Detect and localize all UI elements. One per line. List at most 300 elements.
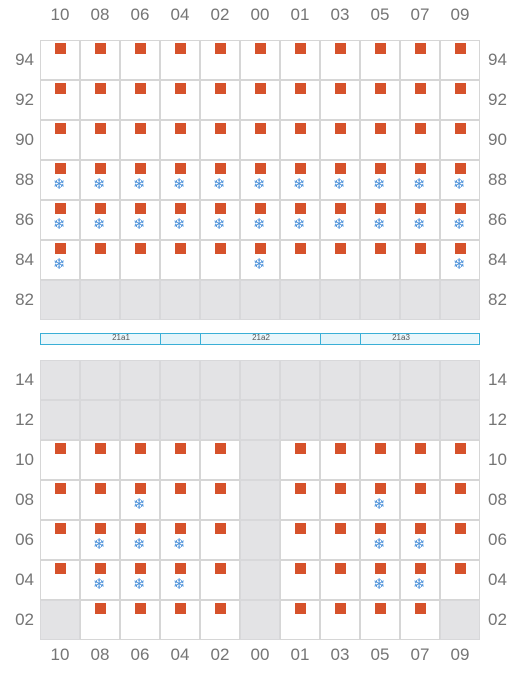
lower-slot [40,600,80,640]
occupied-marker [455,43,466,54]
upper-row-label-left: 88 [15,170,34,189]
lower-slot[interactable] [120,560,160,600]
occupied-marker [175,483,186,494]
lower-slot [400,360,440,400]
occupied-marker [135,523,146,534]
lower-slot[interactable] [200,520,240,560]
occupied-marker [55,483,66,494]
upper-slot[interactable] [320,200,360,240]
occupied-marker [215,123,226,134]
upper-slot[interactable] [200,40,240,80]
occupied-marker [255,163,266,174]
occupied-marker [95,483,106,494]
upper-slot[interactable] [80,240,120,280]
lower-slot [360,360,400,400]
occupied-marker [135,123,146,134]
occupied-marker [415,243,426,254]
upper-row-label-left: 90 [15,130,34,149]
occupied-marker [95,123,106,134]
occupied-marker [175,603,186,614]
lower-slot[interactable] [200,560,240,600]
upper-slot [200,280,240,320]
lower-slot[interactable] [320,440,360,480]
upper-slot[interactable] [240,240,280,280]
occupied-marker [295,123,306,134]
top-col-label: 04 [170,5,190,24]
occupied-marker [95,443,106,454]
lower-slot [80,360,120,400]
lower-slot[interactable] [440,520,480,560]
occupied-marker [455,523,466,534]
upper-slot[interactable] [40,40,80,80]
lower-slot[interactable] [400,560,440,600]
upper-slot[interactable] [160,120,200,160]
occupied-marker [255,203,266,214]
occupied-marker [455,443,466,454]
lower-slot[interactable] [440,560,480,600]
occupied-marker [135,443,146,454]
upper-slot[interactable] [360,40,400,80]
lower-slot[interactable] [80,600,120,640]
upper-slot[interactable] [440,160,480,200]
lower-row-label-right: 02 [488,610,507,629]
upper-slot[interactable] [200,80,240,120]
occupied-marker [215,523,226,534]
lower-slot[interactable] [40,480,80,520]
upper-slot [240,280,280,320]
upper-slot[interactable] [160,240,200,280]
upper-slot[interactable] [280,200,320,240]
lower-slot[interactable] [320,520,360,560]
snowflake-icon: ❄ [173,575,186,593]
snowflake-icon: ❄ [173,535,186,553]
bottom-col-label: 08 [90,645,110,664]
upper-slot[interactable] [360,120,400,160]
snowflake-icon: ❄ [173,215,186,233]
occupied-marker [295,203,306,214]
occupied-marker [95,243,106,254]
lower-slot [240,520,280,560]
upper-slot[interactable] [400,40,440,80]
lower-slot [160,400,200,440]
occupied-marker [215,43,226,54]
upper-slot[interactable] [80,160,120,200]
occupied-marker [135,163,146,174]
lower-slot[interactable] [400,480,440,520]
aisle-label-21a1: 21a1 [112,333,130,342]
lower-slot[interactable] [400,520,440,560]
upper-row-label-right: 88 [488,170,507,189]
upper-slot [160,280,200,320]
upper-slot[interactable] [400,120,440,160]
upper-slot[interactable] [280,40,320,80]
upper-slot[interactable] [360,240,400,280]
snowflake-icon: ❄ [213,175,226,193]
upper-slot[interactable] [80,40,120,80]
occupied-marker [335,523,346,534]
upper-slot [40,280,80,320]
top-col-label: 08 [90,5,110,24]
occupied-marker [55,123,66,134]
lower-row-label-left: 10 [15,450,34,469]
occupied-marker [455,483,466,494]
lower-row-label-left: 12 [15,410,34,429]
occupied-marker [415,483,426,494]
snowflake-icon: ❄ [133,175,146,193]
snowflake-icon: ❄ [213,215,226,233]
occupied-marker [215,483,226,494]
upper-slot[interactable] [440,200,480,240]
upper-slot[interactable] [240,120,280,160]
bottom-col-label: 04 [170,645,190,664]
upper-row-label-left: 82 [15,290,34,309]
occupied-marker [295,83,306,94]
lower-slot[interactable] [160,480,200,520]
occupied-marker [55,203,66,214]
upper-slot[interactable] [400,80,440,120]
occupied-marker [415,163,426,174]
bottom-col-label: 00 [250,645,270,664]
lower-slot [240,360,280,400]
occupied-marker [335,203,346,214]
occupied-marker [455,243,466,254]
lower-slot[interactable] [400,600,440,640]
occupied-marker [335,563,346,574]
snowflake-icon: ❄ [413,575,426,593]
upper-slot[interactable] [440,80,480,120]
bottom-col-label: 07 [410,645,430,664]
lower-slot[interactable] [280,560,320,600]
occupied-marker [335,603,346,614]
upper-row-label-right: 92 [488,90,507,109]
upper-row-label-left: 86 [15,210,34,229]
occupied-marker [455,203,466,214]
upper-slot[interactable] [240,40,280,80]
lower-slot[interactable] [360,520,400,560]
snowflake-icon: ❄ [93,575,106,593]
upper-slot [440,280,480,320]
upper-slot[interactable] [320,80,360,120]
upper-slot[interactable] [200,120,240,160]
lower-slot[interactable] [120,520,160,560]
occupied-marker [375,563,386,574]
upper-slot[interactable] [280,80,320,120]
lower-slot [200,360,240,400]
upper-slot[interactable] [320,240,360,280]
lower-slot [280,400,320,440]
occupied-marker [135,203,146,214]
lower-slot [80,400,120,440]
lower-slot[interactable] [360,600,400,640]
upper-slot[interactable] [200,240,240,280]
upper-slot[interactable] [120,40,160,80]
upper-slot[interactable] [360,160,400,200]
lower-slot [320,360,360,400]
occupied-marker [415,443,426,454]
top-col-label: 02 [210,5,230,24]
upper-slot[interactable] [160,200,200,240]
lower-row-label-right: 06 [488,530,507,549]
bottom-col-label: 03 [330,645,350,664]
occupied-marker [255,43,266,54]
occupied-marker [295,563,306,574]
upper-slot[interactable] [240,200,280,240]
occupied-marker [295,483,306,494]
lower-slot[interactable] [400,440,440,480]
lower-row-label-right: 04 [488,570,507,589]
lower-slot[interactable] [160,600,200,640]
occupied-marker [135,603,146,614]
upper-slot[interactable] [320,40,360,80]
lower-slot [40,360,80,400]
upper-slot[interactable] [200,160,240,200]
upper-slot[interactable] [40,240,80,280]
lower-slot [440,600,480,640]
upper-slot[interactable] [240,160,280,200]
occupied-marker [55,523,66,534]
lower-slot[interactable] [40,440,80,480]
occupied-marker [175,443,186,454]
lower-slot[interactable] [280,520,320,560]
bottom-col-label: 05 [370,645,390,664]
lower-slot [400,400,440,440]
lower-slot[interactable] [360,440,400,480]
lower-slot[interactable] [440,480,480,520]
lower-slot [240,400,280,440]
snowflake-icon: ❄ [333,175,346,193]
occupied-marker [455,563,466,574]
snowflake-icon: ❄ [453,255,466,273]
occupied-marker [95,523,106,534]
upper-slot[interactable] [400,240,440,280]
upper-slot[interactable] [120,80,160,120]
lower-slot[interactable] [120,600,160,640]
lower-row-label-left: 08 [15,490,34,509]
occupied-marker [255,243,266,254]
occupied-marker [375,483,386,494]
lower-row-label-left: 14 [15,370,34,389]
upper-slot[interactable] [200,200,240,240]
snowflake-icon: ❄ [293,175,306,193]
upper-slot[interactable] [160,160,200,200]
lower-slot[interactable] [280,600,320,640]
occupied-marker [375,83,386,94]
top-col-label: 05 [370,5,390,24]
upper-slot[interactable] [280,120,320,160]
snowflake-icon: ❄ [53,215,66,233]
upper-slot[interactable] [80,120,120,160]
occupied-marker [95,563,106,574]
occupied-marker [55,563,66,574]
occupied-marker [135,563,146,574]
occupied-marker [55,243,66,254]
upper-slot[interactable] [40,160,80,200]
occupied-marker [455,123,466,134]
upper-slot[interactable] [120,160,160,200]
lower-slot [440,400,480,440]
lower-row-label-right: 10 [488,450,507,469]
lower-slot[interactable] [360,560,400,600]
upper-slot[interactable] [240,80,280,120]
occupied-marker [215,243,226,254]
upper-slot[interactable] [440,40,480,80]
upper-slot[interactable] [120,120,160,160]
upper-slot[interactable] [320,120,360,160]
upper-slot[interactable] [440,120,480,160]
occupied-marker [295,163,306,174]
lower-slot[interactable] [280,440,320,480]
occupied-marker [215,203,226,214]
upper-slot[interactable] [320,160,360,200]
occupied-marker [215,563,226,574]
top-col-label: 07 [410,5,430,24]
occupied-marker [175,203,186,214]
occupied-marker [95,43,106,54]
occupied-marker [415,203,426,214]
occupied-marker [55,443,66,454]
occupied-marker [175,563,186,574]
upper-slot [120,280,160,320]
bottom-col-label: 06 [130,645,150,664]
occupied-marker [375,523,386,534]
upper-slot[interactable] [280,240,320,280]
lower-slot [320,400,360,440]
upper-slot[interactable] [160,80,200,120]
occupied-marker [255,123,266,134]
lower-slot[interactable] [360,480,400,520]
snowflake-icon: ❄ [253,215,266,233]
lower-slot[interactable] [80,520,120,560]
lower-slot[interactable] [80,560,120,600]
snowflake-icon: ❄ [453,175,466,193]
snowflake-icon: ❄ [133,535,146,553]
occupied-marker [335,443,346,454]
lower-row-label-right: 14 [488,370,507,389]
snowflake-icon: ❄ [93,535,106,553]
occupied-marker [335,83,346,94]
upper-slot[interactable] [160,40,200,80]
occupied-marker [335,243,346,254]
lower-row-label-right: 08 [488,490,507,509]
upper-slot[interactable] [400,200,440,240]
upper-slot[interactable] [80,80,120,120]
lower-slot [360,400,400,440]
upper-slot[interactable] [120,240,160,280]
lower-slot[interactable] [160,520,200,560]
lower-slot[interactable] [160,560,200,600]
occupied-marker [215,83,226,94]
snowflake-icon: ❄ [133,575,146,593]
occupied-marker [455,163,466,174]
lower-slot[interactable] [40,520,80,560]
snowflake-icon: ❄ [373,495,386,513]
lower-slot[interactable] [320,480,360,520]
upper-slot[interactable] [120,200,160,240]
lower-slot [120,360,160,400]
lower-slot[interactable] [200,480,240,520]
upper-slot[interactable] [40,200,80,240]
occupied-marker [95,83,106,94]
lower-slot[interactable] [80,480,120,520]
upper-row-label-left: 84 [15,250,34,269]
aisle-label-21a2: 21a2 [252,333,270,342]
lower-slot[interactable] [80,440,120,480]
lower-slot[interactable] [120,480,160,520]
lower-slot[interactable] [200,440,240,480]
upper-slot[interactable] [40,120,80,160]
occupied-marker [295,523,306,534]
top-col-label: 09 [450,5,470,24]
occupied-marker [335,123,346,134]
snowflake-icon: ❄ [253,255,266,273]
upper-slot[interactable] [360,80,400,120]
aisle-label-21a3: 21a3 [392,333,410,342]
occupied-marker [295,603,306,614]
occupied-marker [175,243,186,254]
occupied-marker [215,163,226,174]
occupied-marker [175,83,186,94]
upper-slot [320,280,360,320]
lower-slot[interactable] [200,600,240,640]
lower-slot[interactable] [320,560,360,600]
occupied-marker [375,43,386,54]
snowflake-icon: ❄ [373,215,386,233]
snowflake-icon: ❄ [373,175,386,193]
upper-slot [280,280,320,320]
occupied-marker [415,563,426,574]
occupied-marker [255,83,266,94]
lower-slot [240,600,280,640]
occupied-marker [375,203,386,214]
upper-row-label-left: 92 [15,90,34,109]
occupied-marker [375,443,386,454]
upper-slot[interactable] [280,160,320,200]
lower-slot[interactable] [160,440,200,480]
lower-slot [120,400,160,440]
occupied-marker [135,83,146,94]
lower-row-label-left: 06 [15,530,34,549]
lower-row-label-right: 12 [488,410,507,429]
lower-slot[interactable] [440,440,480,480]
upper-slot[interactable] [40,80,80,120]
lower-slot[interactable] [280,480,320,520]
upper-slot[interactable] [440,240,480,280]
upper-slot[interactable] [80,200,120,240]
bottom-col-label: 09 [450,645,470,664]
lower-slot [240,440,280,480]
lower-slot[interactable] [320,600,360,640]
lower-slot [200,400,240,440]
occupied-marker [95,163,106,174]
lower-slot[interactable] [40,560,80,600]
upper-slot [360,280,400,320]
upper-row-label-right: 90 [488,130,507,149]
occupied-marker [135,483,146,494]
occupied-marker [415,603,426,614]
occupied-marker [375,603,386,614]
lower-slot [240,560,280,600]
upper-slot[interactable] [400,160,440,200]
snowflake-icon: ❄ [453,215,466,233]
lower-slot [440,360,480,400]
aisle-bar [40,333,480,345]
snowflake-icon: ❄ [333,215,346,233]
occupied-marker [135,243,146,254]
upper-slot[interactable] [360,200,400,240]
top-col-label: 01 [290,5,310,24]
lower-slot[interactable] [120,440,160,480]
occupied-marker [375,123,386,134]
